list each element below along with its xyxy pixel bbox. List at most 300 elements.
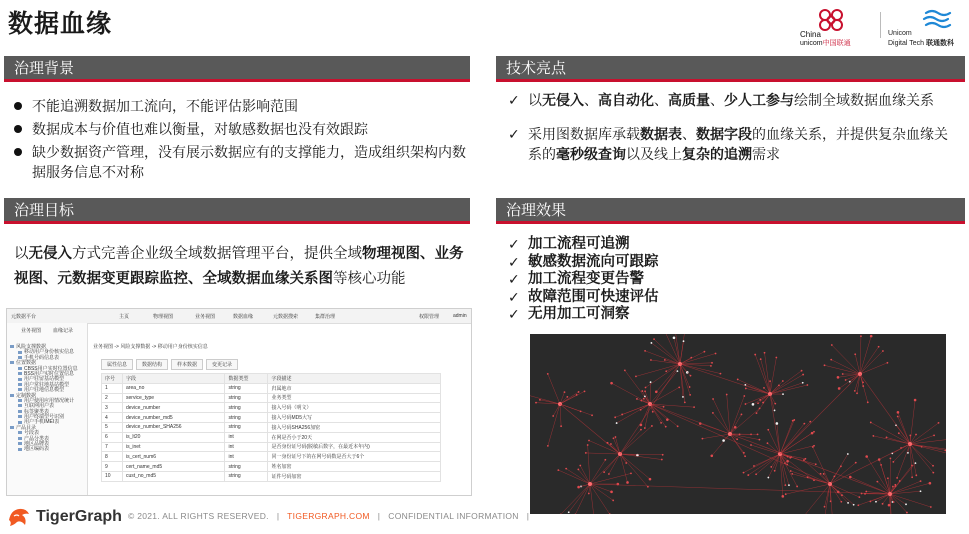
background-bullet-list — [10, 96, 466, 185]
graph-node — [588, 493, 590, 495]
graph-node — [774, 410, 776, 412]
lineage-graph-visualization — [530, 334, 946, 514]
unicom-digital-tech-logo — [886, 8, 966, 47]
graph-edge — [588, 445, 590, 484]
mini-tab-changes[interactable]: 变更记录 — [206, 359, 238, 370]
graph-edge — [780, 420, 794, 454]
graph-edge — [780, 454, 783, 496]
graph-node — [577, 486, 580, 489]
graph-node — [693, 406, 695, 408]
graph-node — [856, 392, 858, 394]
graph-node — [743, 472, 745, 474]
mini-tree-item[interactable]: 互联网用户表 — [10, 404, 78, 409]
graph-node — [610, 491, 613, 494]
graph-node — [565, 468, 567, 470]
lineage-graph-svg — [530, 334, 946, 514]
table-header-row — [102, 374, 441, 384]
graph-edge — [730, 396, 744, 434]
graph-node — [759, 439, 761, 441]
graph-node — [614, 416, 616, 418]
table-cell: service_type — [123, 393, 225, 403]
graph-hub-node — [588, 482, 592, 486]
table-row[interactable] — [102, 413, 441, 423]
graph-node — [610, 382, 613, 385]
mini-detail-tabs — [101, 359, 241, 370]
section-header-background: 治理背景 — [4, 56, 470, 82]
graph-node — [757, 433, 759, 435]
graph-edge — [590, 484, 890, 494]
graph-node — [801, 370, 803, 372]
graph-node — [651, 425, 653, 427]
graph-edge — [620, 454, 650, 479]
highlights-list — [506, 90, 950, 164]
graph-node — [734, 426, 737, 429]
mini-side-tab-business[interactable]: 业务视图 — [21, 328, 42, 334]
mini-tab-samples[interactable]: 样本数据 — [171, 359, 203, 370]
graph-node — [630, 472, 632, 474]
mini-tab-attrs[interactable]: 属性信息 — [101, 359, 133, 370]
graph-node — [673, 336, 676, 339]
graph-node — [741, 414, 743, 416]
graph-node — [652, 411, 654, 413]
mini-tree-item[interactable]: BSS用户实时位置信息 — [10, 372, 78, 377]
graph-node — [914, 399, 917, 402]
mini-nav-search[interactable]: 元数据搜索 — [273, 314, 299, 320]
mini-tree-item[interactable]: 用户常驻地基站模型 — [10, 383, 78, 388]
footer-text: © 2021. ALL RIGHTS RESERVED. | TIGERGRAPH.COM | CONFIDENTIAL INFORMATION | — [128, 511, 530, 521]
graph-edge — [860, 336, 861, 374]
graph-node — [641, 390, 643, 392]
checkmark-icon: ✓ — [508, 253, 520, 270]
mini-nav-lineage[interactable]: 数据血缘 — [233, 314, 254, 320]
graph-node — [778, 384, 780, 386]
mini-nav-cluster[interactable]: 集群治理 — [315, 314, 336, 320]
mini-tree-item[interactable]: 号段表 — [10, 431, 78, 436]
table-cell: 3 — [102, 403, 123, 413]
graph-node — [547, 373, 549, 375]
graph-node — [831, 344, 833, 346]
graph-node — [813, 431, 815, 433]
table-cell: 接入号码（明文） — [268, 403, 441, 413]
graph-node — [722, 439, 725, 442]
graph-edge — [620, 430, 641, 454]
mini-tree-item[interactable]: 用户终端型号识别 — [10, 415, 78, 420]
graph-node — [677, 370, 679, 372]
graph-node — [603, 471, 605, 473]
graph-node — [677, 425, 679, 427]
graph-node — [842, 373, 844, 375]
graph-node — [610, 443, 612, 445]
graph-node — [689, 386, 691, 388]
graph-node — [815, 463, 817, 465]
graph-node — [711, 362, 713, 364]
graph-node — [747, 474, 749, 476]
graph-node — [847, 453, 849, 455]
graph-node — [920, 480, 922, 482]
table-row[interactable] — [102, 422, 441, 432]
graph-node — [870, 422, 872, 424]
graph-node — [803, 459, 805, 461]
graph-node — [811, 432, 814, 435]
table-icon — [18, 399, 22, 402]
graph-edge — [770, 371, 802, 394]
graph-node — [805, 458, 807, 460]
graph-node — [796, 486, 798, 488]
mini-app-name: 元数据平台 — [11, 314, 37, 320]
graph-edge — [910, 423, 939, 444]
table-row[interactable] — [102, 452, 441, 462]
graph-edge — [560, 404, 581, 411]
graph-node — [643, 398, 645, 400]
mini-tree-item[interactable]: 手机号码信息表 — [10, 356, 78, 361]
table-row[interactable] — [102, 383, 441, 393]
graph-edge — [580, 466, 590, 484]
graph-node — [684, 401, 686, 403]
graph-node — [584, 390, 586, 392]
graph-node — [739, 433, 741, 435]
table-cell: 1 — [102, 383, 123, 393]
table-cell: 9 — [102, 462, 123, 472]
graph-node — [616, 422, 618, 424]
graph-edge — [730, 414, 741, 434]
graph-node — [784, 484, 786, 486]
graph-node — [929, 482, 932, 485]
graph-edge — [860, 374, 910, 444]
graph-node — [788, 484, 790, 486]
background-bullet: 不能追溯数据加工流向，不能评估影响范围 — [10, 96, 466, 116]
graph-node — [689, 394, 691, 396]
graph-node — [865, 491, 867, 493]
graph-edge — [871, 422, 910, 444]
graph-node — [557, 469, 559, 471]
graph-node — [782, 380, 784, 382]
graph-edge — [558, 470, 590, 484]
graph-node — [712, 398, 714, 400]
mini-tree-item[interactable]: CBSS用户实时位置信息 — [10, 367, 78, 372]
graph-node — [754, 354, 756, 356]
graph-edge — [897, 444, 910, 478]
graph-node — [791, 473, 793, 475]
table-cell: string — [225, 393, 268, 403]
graph-node — [640, 424, 643, 427]
table-row[interactable] — [102, 442, 441, 452]
footer — [0, 500, 969, 534]
logo-divider — [880, 12, 881, 38]
digital-tech-waves-icon — [922, 8, 952, 30]
mini-tree-item[interactable]: 产品目录 — [10, 426, 78, 431]
graph-node — [665, 426, 667, 428]
table-cell: 在网是否小于20天 — [268, 432, 441, 442]
graph-edge — [780, 454, 805, 459]
graph-node — [767, 429, 769, 431]
footer-site-link[interactable]: TIGERGRAPH.COM — [287, 511, 370, 521]
graph-node — [660, 422, 662, 424]
graph-node — [933, 434, 935, 436]
graph-node — [911, 476, 913, 478]
graph-node — [767, 442, 769, 444]
table-cell: int — [225, 452, 268, 462]
graph-node — [802, 374, 804, 376]
mini-tree-item[interactable]: 位置数据 — [10, 361, 78, 366]
graph-node — [653, 338, 655, 340]
table-icon — [18, 372, 22, 375]
section-header-highlights: 技术亮点 — [496, 56, 965, 82]
graph-node — [858, 496, 860, 498]
table-cell: device_number_md5 — [123, 413, 225, 423]
mini-tree-item[interactable]: 移动用户身份核实信息 — [10, 350, 78, 355]
background-bullet: 数据成本与价值也难以衡量，对敏感数据也没有效跟踪 — [10, 119, 466, 139]
graph-node — [661, 459, 663, 461]
mini-tab-structure[interactable]: 数据结构 — [136, 359, 168, 370]
mini-topbar — [7, 309, 471, 324]
graph-edge — [586, 453, 620, 454]
checkmark-icon: ✓ — [508, 306, 520, 322]
graph-node — [644, 390, 646, 392]
col-header: 序号 — [102, 374, 123, 384]
mini-nav-physical[interactable]: 物理视图 — [153, 314, 174, 320]
graph-edge — [548, 404, 560, 446]
graph-node — [650, 359, 652, 361]
mini-tree-item[interactable]: 地区品牌表 — [10, 442, 78, 447]
graph-node — [547, 445, 549, 447]
table-cell: 接入号码MD5大写 — [268, 413, 441, 423]
graph-node — [898, 432, 900, 434]
graph-edge — [609, 454, 620, 474]
table-icon — [18, 448, 22, 451]
table-cell: cert_name_md5 — [123, 462, 225, 472]
graph-node — [820, 473, 822, 475]
table-cell: cust_no_md5 — [123, 471, 225, 481]
mini-tree-item[interactable]: 定制数据 — [10, 394, 78, 399]
table-cell: int — [225, 442, 268, 452]
graph-node — [833, 475, 835, 477]
table-icon — [18, 404, 22, 407]
table-cell: 2 — [102, 393, 123, 403]
table-row[interactable] — [102, 471, 441, 481]
graph-node — [865, 455, 868, 458]
graph-node — [703, 351, 705, 353]
highlight-item: ✓ 采用图数据库承载数据表、数据字段的血缘关系，并提供复杂血缘关系的毫秒级查询以及线上复杂的追溯需求 — [508, 126, 948, 162]
mini-breadcrumb: 业务视图 -> 风险支撑数据 -> 移动用户身份核实信息 — [93, 344, 208, 350]
graph-edge — [680, 341, 684, 364]
graph-node — [663, 406, 665, 408]
table-cell: string — [225, 383, 268, 393]
table-row[interactable] — [102, 432, 441, 442]
mini-tree-item[interactable]: 用户手机IMEI表 — [10, 420, 78, 425]
graph-node — [849, 476, 852, 479]
mini-nav-business[interactable]: 业务视图 — [195, 314, 216, 320]
mini-nav-user[interactable]: admin — [453, 313, 467, 319]
folder-icon — [10, 426, 14, 429]
table-icon — [18, 437, 22, 440]
table-cell: is_lt20 — [123, 432, 225, 442]
table-icon — [18, 415, 22, 418]
mini-tree-item[interactable]: 用户驻地信息模型 — [10, 388, 78, 393]
graph-edge — [591, 454, 620, 484]
metadata-platform-screenshot — [6, 308, 472, 496]
table-cell: 5 — [102, 422, 123, 432]
graph-node — [579, 465, 581, 467]
mini-tree — [10, 345, 78, 453]
table-cell: 归属地市 — [268, 383, 441, 393]
graph-node — [650, 381, 652, 383]
graph-node — [892, 486, 894, 488]
graph-node — [764, 352, 766, 354]
effect-item: ✓ 敏感数据流向可跟踪 — [508, 253, 659, 270]
mini-side-tab-record[interactable]: 血缘记录 — [53, 328, 74, 334]
graph-node — [649, 478, 652, 481]
graph-edge — [560, 391, 585, 404]
china-unicom-knot-icon — [814, 8, 848, 32]
graph-edge — [612, 383, 650, 404]
graph-node — [750, 444, 752, 446]
graph-edge — [650, 371, 677, 404]
graph-node — [824, 364, 826, 366]
section-header-goal: 治理目标 — [4, 198, 470, 224]
graph-node — [690, 375, 692, 377]
mini-tree-item[interactable]: 标签聚类表 — [10, 410, 78, 415]
graph-node — [662, 454, 664, 456]
graph-node — [944, 449, 946, 451]
checkmark-icon: ✓ — [508, 126, 520, 142]
graph-node — [812, 446, 814, 448]
graph-edge — [780, 446, 814, 454]
graph-node — [710, 454, 713, 457]
graph-node — [645, 387, 647, 389]
table-cell: string — [225, 462, 268, 472]
graph-node — [854, 353, 856, 355]
table-cell: 证件号码加密 — [268, 471, 441, 481]
graph-node — [580, 410, 582, 412]
bullet-dot-icon — [14, 125, 22, 133]
table-icon — [18, 351, 22, 354]
graph-node — [803, 423, 805, 425]
graph-node — [892, 461, 894, 463]
graph-node — [915, 474, 917, 476]
graph-node — [635, 375, 637, 377]
section-header-effects: 治理效果 — [496, 198, 965, 224]
table-icon — [18, 367, 22, 370]
logo-text-zglt: 中国联通 — [822, 40, 851, 47]
graph-edge — [825, 365, 860, 374]
graph-node — [621, 414, 623, 416]
graph-node — [894, 484, 896, 486]
mini-tree-item[interactable]: 风险支撑数据 — [10, 345, 78, 350]
graph-edge — [650, 382, 651, 404]
graph-node — [757, 402, 759, 404]
graph-node — [802, 382, 804, 384]
graph-node — [838, 387, 841, 390]
mini-tree-item[interactable]: 地区编码表 — [10, 447, 78, 452]
effect-item: ✓ 加工流程可追溯 — [508, 236, 630, 252]
graph-node — [769, 380, 771, 382]
graph-node — [702, 438, 704, 440]
mini-tree-item[interactable]: 产品分类表 — [10, 437, 78, 442]
graph-node — [745, 403, 747, 405]
checkmark-icon: ✓ — [508, 236, 520, 252]
graph-node — [683, 340, 685, 342]
graph-edge — [765, 353, 770, 394]
graph-edge — [780, 374, 860, 454]
graph-edge — [617, 404, 650, 423]
mini-nav-permission[interactable]: 权限管理 — [419, 314, 440, 320]
table-cell: 是否身份证号码(脱敏后数字，在最近本年内) — [268, 442, 441, 452]
graph-node — [655, 390, 658, 393]
table-cell: string — [225, 471, 268, 481]
mini-nav-home[interactable]: 主页 — [119, 314, 130, 320]
graph-node — [644, 427, 646, 429]
table-cell: is_cert_num6 — [123, 452, 225, 462]
graph-node — [665, 370, 667, 372]
graph-edge — [553, 404, 560, 416]
graph-node — [882, 350, 884, 352]
graph-edge — [761, 359, 770, 394]
effect-item: ✓ 加工流程变更告警 — [508, 271, 644, 287]
graph-node — [896, 477, 898, 479]
table-row[interactable] — [102, 393, 441, 403]
graph-node — [624, 369, 626, 371]
graph-node — [756, 412, 758, 414]
graph-node — [604, 459, 606, 461]
graph-node — [745, 388, 747, 390]
graph-edge — [888, 478, 890, 494]
table-icon — [18, 421, 22, 424]
graph-node — [539, 399, 541, 401]
table-row[interactable] — [102, 403, 441, 413]
graph-edge — [622, 404, 650, 414]
graph-node — [585, 452, 587, 454]
graph-edge — [838, 374, 860, 377]
graph-node — [744, 455, 746, 457]
graph-edge — [566, 469, 590, 484]
mini-tree-item[interactable]: 用户使用应用情况统计 — [10, 399, 78, 404]
graph-edge — [780, 454, 814, 480]
graph-edge — [560, 404, 620, 454]
graph-node — [577, 469, 579, 471]
folder-icon — [10, 361, 14, 364]
background-bullet: 缺少数据资产管理，没有展示数据应有的支撑能力，造成组织架构内数据服务信息不对称 — [10, 142, 466, 182]
graph-node — [790, 470, 792, 472]
table-row[interactable] — [102, 462, 441, 472]
graph-node — [759, 407, 761, 409]
folder-icon — [10, 345, 14, 348]
graph-node — [753, 465, 755, 467]
mini-table-body — [102, 383, 441, 481]
logo-text-digital-tech: Digital Tech — [888, 40, 925, 47]
graph-node — [760, 358, 762, 360]
graph-node — [743, 395, 745, 397]
graph-node — [767, 477, 769, 479]
graph-node — [855, 462, 857, 464]
logo-text-unicom: unicom — [800, 40, 823, 47]
mini-tree-item[interactable]: 用户驻留基站模型 — [10, 377, 78, 382]
graph-node — [552, 415, 554, 417]
table-cell: 接入号码SHA256加密 — [268, 422, 441, 432]
graph-node — [915, 462, 917, 464]
graph-edge — [910, 444, 933, 473]
graph-edge — [780, 424, 804, 454]
graph-node — [785, 493, 787, 495]
checkmark-icon: ✓ — [508, 288, 520, 305]
graph-edge — [839, 374, 860, 388]
graph-edge — [786, 484, 830, 494]
graph-edge — [548, 374, 560, 404]
graph-node — [626, 481, 629, 484]
graph-node — [651, 342, 653, 344]
mini-field-table — [101, 373, 441, 482]
graph-edge — [680, 363, 712, 364]
effects-list — [506, 236, 659, 324]
